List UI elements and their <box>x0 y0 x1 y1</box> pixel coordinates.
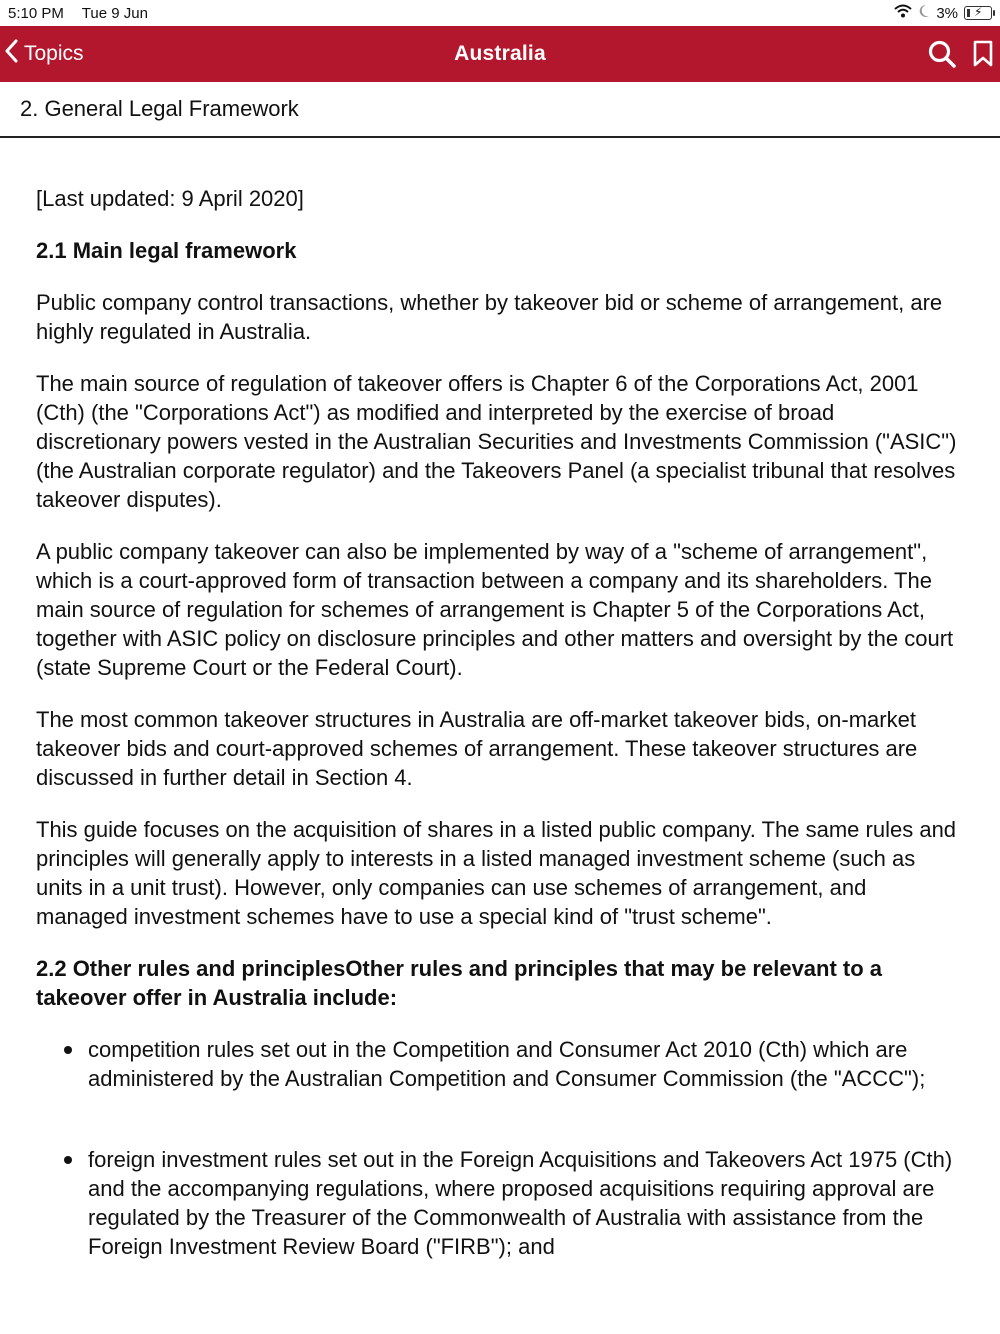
paragraph: This guide focuses on the acquisition of shares in a listed public company. The same rules and principles will generally apply to interests in a listed managed investment scheme (such as units in a unit trust). However, only companies can use schemes of arrangement, and managed investment schemes have to use a special kind of "trust scheme". <box>36 817 957 929</box>
nav-actions <box>928 40 994 68</box>
article-content <box>0 138 1000 1261</box>
status-left <box>8 5 162 22</box>
bookmark-icon[interactable] <box>972 40 994 68</box>
search-icon[interactable] <box>928 40 956 68</box>
nav-title: Australia <box>454 42 546 65</box>
heading-main-legal-framework: 2.1 Main legal framework <box>36 238 297 263</box>
last-updated: [Last updated: 9 April 2020] <box>36 186 304 211</box>
status-date: Tue 9 Jun <box>81 4 148 22</box>
chevron-left-icon <box>4 39 24 69</box>
paragraph: Public company control transactions, whether by takeover bid or scheme of arrangement, are highly regulated in Australia. <box>36 290 943 344</box>
back-button[interactable] <box>4 39 84 69</box>
nav-bar <box>0 26 1000 82</box>
paragraph: The main source of regulation of takeover offers is Chapter 6 of the Corporations Act, 2001 (Cth) (the "Corporations Act") as modified and interpreted by the exercise of broad discretionary powers vested in the Australian Securities and Investments Commission ("ASIC") (the Australian corporate regulator) and the Takeovers Panel (a specialist tribunal that resolves takeover disputes). <box>36 371 957 512</box>
moon-icon <box>918 4 930 22</box>
list-item: competition rules set out in the Competition and Consumer Act 2010 (Cth) which are administered by the Australian Competition and Consumer Commission (the "ACCC"); <box>88 1035 964 1093</box>
wifi-icon <box>894 4 912 22</box>
battery-percentage: 3% <box>936 4 958 22</box>
heading-other-rules: 2.2 Other rules and principlesOther rules and principles that may be relevant to a takeover offer in Australia include: <box>36 956 883 1010</box>
list-item: foreign investment rules set out in the Foreign Acquisitions and Takeovers Act 1975 (Cth) and the accompanying regulations, where proposed acquisitions requiring approval are regulated by the Treasurer of the Commonwealth of Australia with assistance from the Foreign Investment Review Board ("FIRB"); and <box>88 1145 964 1261</box>
back-button-label: Topics <box>24 42 84 65</box>
battery-icon: ⚡ <box>964 6 992 20</box>
paragraph: A public company takeover can also be implemented by way of a "scheme of arrangement", which is a court-approved form of transaction between a company and its shareholders. The main source of regulation for schemes of arrangement is Chapter 5 of the Corporations Act, together with ASIC policy on disclosure principles and other matters and oversight by the court (state Supreme Court or the Federal Court). <box>36 539 954 680</box>
section-title: 2. General Legal Framework <box>0 82 1000 138</box>
paragraph: The most common takeover structures in Australia are off-market takeover bids, on-market takeover bids and court-approved schemes of arrangement. These takeover structures are discussed in further detail in Section 4. <box>36 707 918 790</box>
status-bar <box>0 0 1000 26</box>
status-right <box>894 4 992 22</box>
rules-list <box>36 1035 964 1261</box>
status-time: 5:10 PM <box>8 4 64 22</box>
